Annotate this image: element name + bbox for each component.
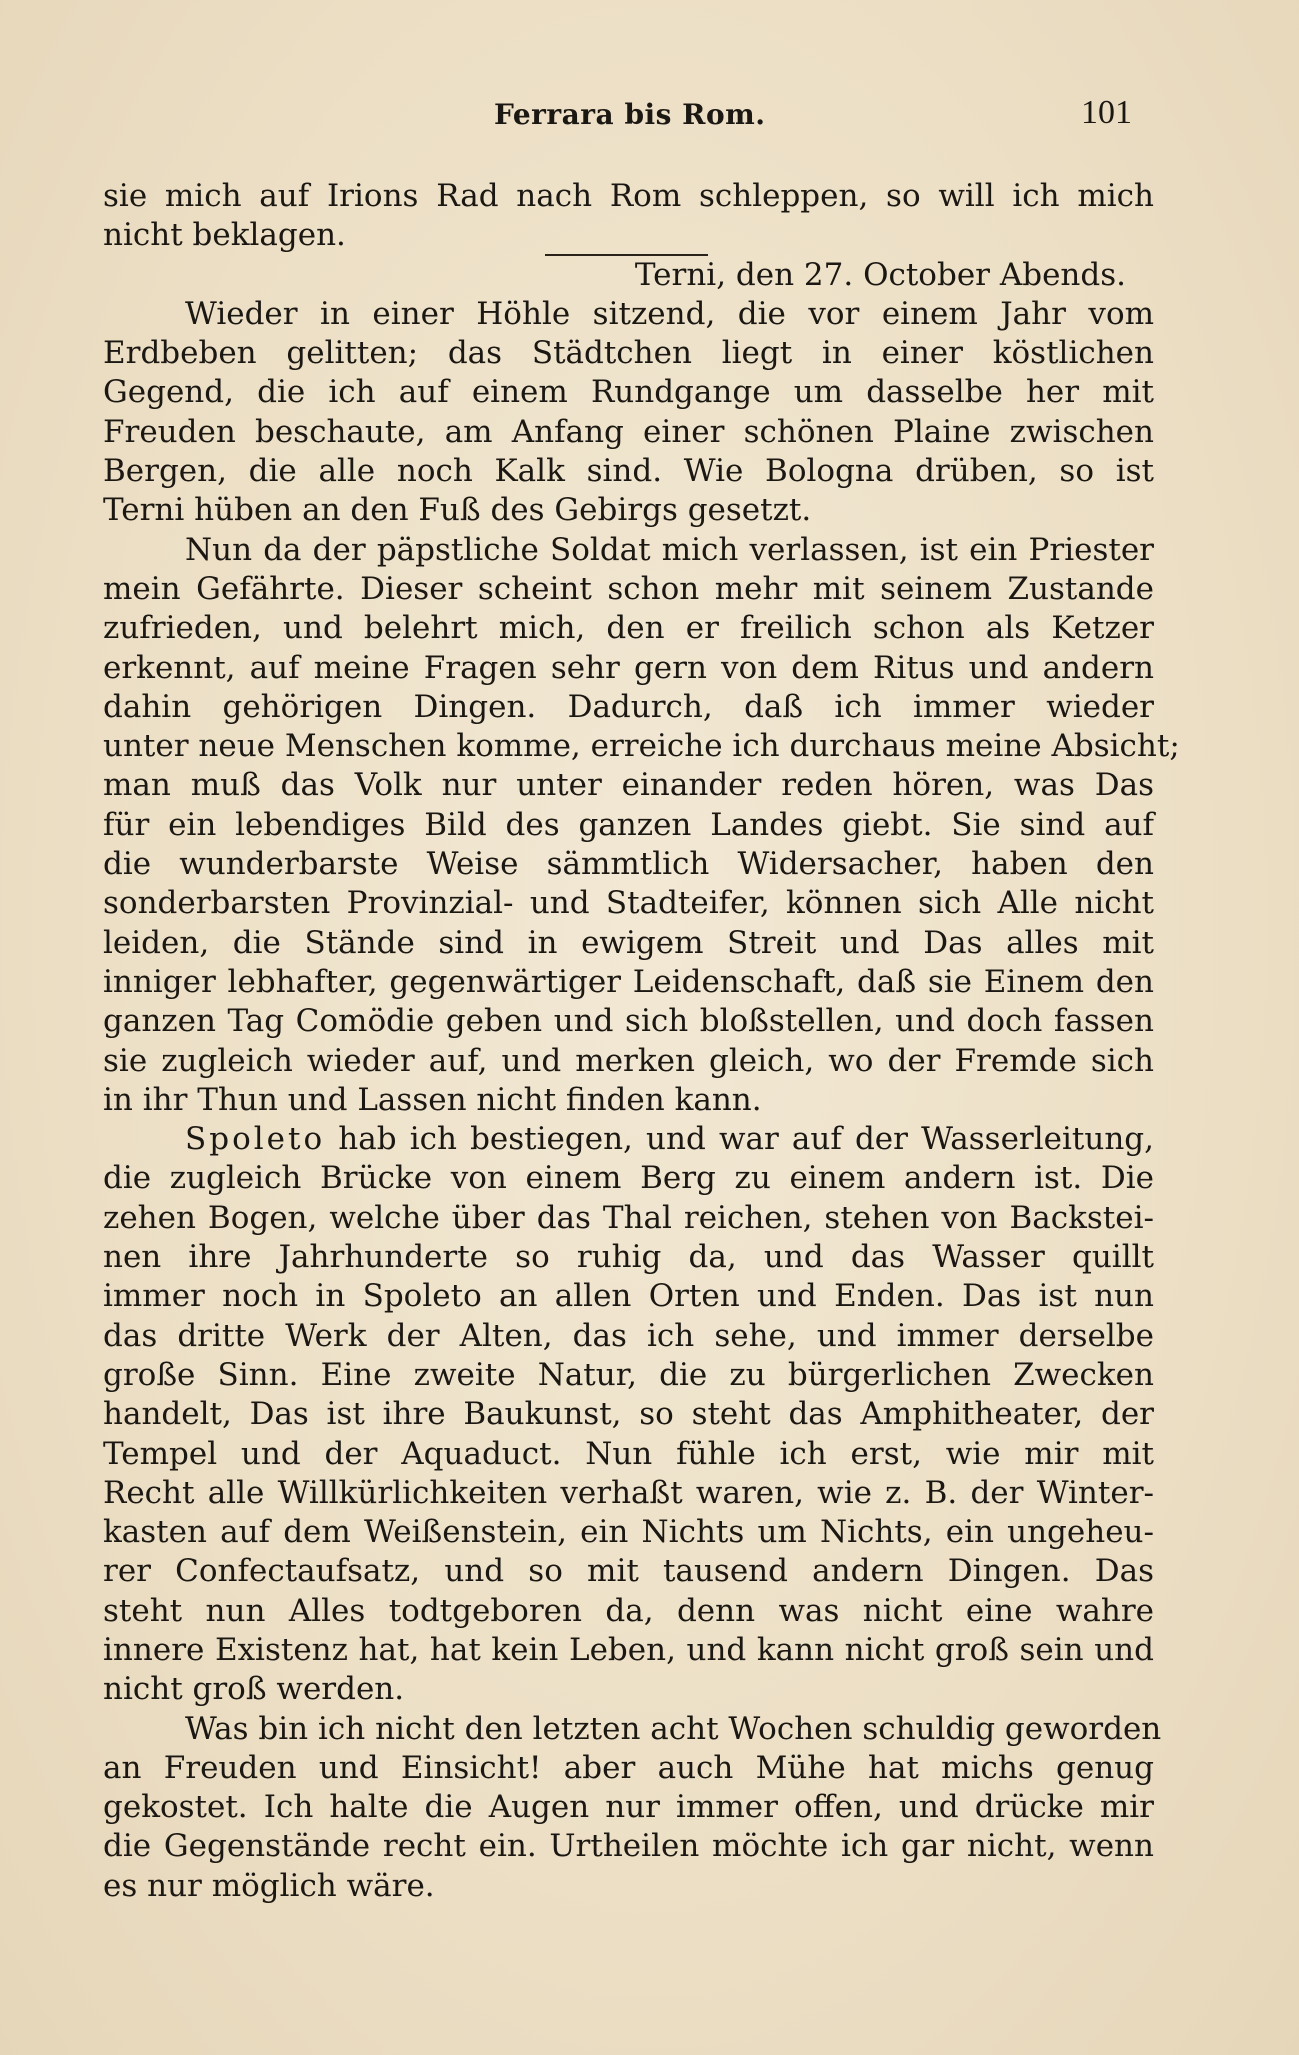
text-line: die Gegenstände recht ein. Urtheilen möchte ich gar nicht, wenn [103,1828,1154,1865]
text-line: gekostet. Ich halte die Augen nur immer offen, und drücke mir [103,1789,1154,1826]
paragraph-start [103,1120,1154,1159]
text-line: große Sinn. Eine zweite Natur, die zu bürgerlichen Zwecken [103,1356,1154,1393]
text-line: handelt, Das ist ihre Baukunst, so steht das Amphitheater, der [103,1396,1154,1433]
text-line: Bergen, die alle noch Kalk sind. Wie Bologna drüben, so ist [103,453,1154,490]
text-line: Recht alle Willkürlichkeiten verhaßt waren, wie z. B. der Winter- [103,1474,1154,1511]
text-line: an Freuden und Einsicht! aber auch Mühe hat michs genug [103,1749,1154,1786]
text-line: mein Gefährte. Dieser scheint schon mehr mit seinem Zustande [103,570,1154,607]
text-line: man muß das Volk nur unter einander reden hören, was Das [103,767,1154,804]
text-line: innere Existenz hat, hat kein Leben, und kann nicht groß sein und [103,1631,1154,1668]
text-line: steht nun Alles todtgeboren da, denn was nicht eine wahre [103,1592,1154,1629]
text-line: in ihr Thun und Lassen nicht finden kann. [103,1081,762,1118]
text-line: unter neue Menschen komme, erreiche ich durchaus meine Absicht; [103,728,1180,765]
text-line: das dritte Werk der Alten, das ich sehe, und immer derselbe [103,1317,1154,1354]
text-line: Erdbeben gelitten; das Städtchen liegt in einer köstlichen [103,335,1154,372]
body-text [103,177,1180,1906]
text-line: die wunderbarste Weise sämmtlich Widersacher, haben den [103,846,1154,883]
text-line: immer noch in Spoleto an allen Orten und Enden. Das ist nun [103,1278,1154,1315]
text-line: erkennt, auf meine Fragen sehr gern von dem Ritus und andern [103,649,1154,686]
running-title: Ferrara bis Rom. [494,98,766,131]
text-line: ganzen Tag Comödie geben und sich bloßstellen, und doch fassen [103,1003,1154,1040]
text-line: für ein lebendiges Bild des ganzen Landes giebt. Sie sind auf [103,806,1154,843]
paragraph-start: Nun da der päpstliche Soldat mich verlassen, ist ein Priester [185,531,1154,568]
text-line: sie zugleich wieder auf, und merken gleich, wo der Fremde sich [103,1042,1154,1079]
text-fragment: hab ich bestiegen, und war auf der Wasserleitung, [338,1121,1154,1158]
text-line: Tempel und der Aquaduct. Nun fühle ich erst, wie mir mit [103,1435,1154,1472]
text-line: kasten auf dem Weißenstein, ein Nichts um Nichts, ein ungeheu- [103,1514,1154,1551]
text-line: sonderbarsten Provinzial- und Stadteifer, können sich Alle nicht [103,885,1154,922]
text-line: leiden, die Stände sind in ewigem Streit und Das alles mit [103,924,1154,961]
dateline: Terni, den 27. October Abends. [634,256,1126,293]
paragraph-start: Was bin ich nicht den letzten acht Wochen schuldig geworden [185,1710,1162,1747]
text-line: die zugleich Brücke von einem Berg zu einem andern ist. Die [103,1160,1154,1197]
text-line: nicht groß werden. [103,1671,405,1708]
running-head [0,94,1299,148]
text-line: dahin gehörigen Dingen. Dadurch, daß ich immer wieder [103,688,1154,725]
text-line: zufrieden, und belehrt mich, den er freilich schon als Ketzer [103,610,1154,647]
text-line: nen ihre Jahrhunderte so ruhig da, und das Wasser quillt [103,1239,1154,1276]
emphasized-place-name: Spoleto [185,1121,326,1158]
page-number: 101 [1081,94,1132,131]
text-line: Freuden beschaute, am Anfang einer schönen Plaine zwischen [103,413,1154,450]
text-line: inniger lebhafter, gegenwärtiger Leidenschaft, daß sie Einem den [103,963,1154,1000]
text-line: rer Confectaufsatz, und so mit tausend andern Dingen. Das [103,1553,1154,1590]
paragraph-start: Wieder in einer Höhle sitzend, die vor einem Jahr vom [185,295,1154,332]
text-line: Gegend, die ich auf einem Rundgange um dasselbe her mit [103,374,1154,411]
text-line: zehen Bogen, welche über das Thal reichen, stehen von Backstei- [103,1199,1154,1236]
text-line: nicht beklagen. [103,217,346,254]
text-line: Terni hüben an den Fuß des Gebirgs gesetzt. [103,492,812,529]
text-line: sie mich auf Irions Rad nach Rom schleppen, so will ich mich [103,178,1154,214]
text-line: es nur möglich wäre. [103,1867,435,1904]
